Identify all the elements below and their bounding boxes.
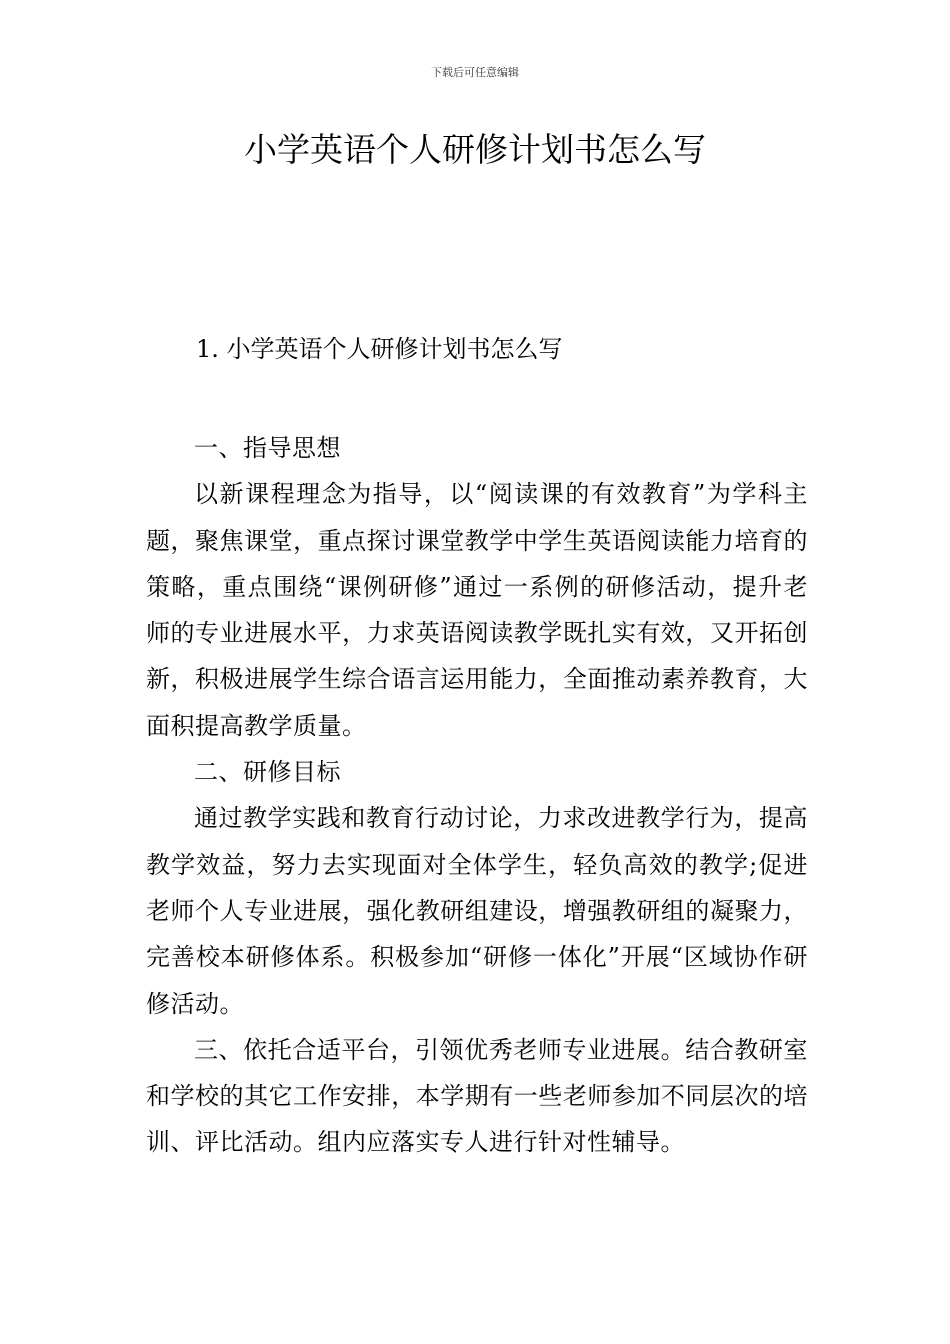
heading-guiding-ideology: 一、指导思想 [194,434,341,462]
heading-study-goals: 二、研修目标 [194,758,341,787]
section-heading: 1. 小学英语个人研修计划书怎么写 [196,335,563,363]
paragraph-study-goals: 通过教学实践和教育行动讨论，力求改进教学行为，提高教学效益，努力去实现面对全体学生，轻负高效的教学;促进老师个人专业进展，强化教研组建设，增强教研组的凝聚力，完善校本研修体系。积极参加“研修一体化”开展“区域协作研修活动。 [146,804,808,1018]
paragraph-platform: 三、依托合适平台，引领优秀老师专业进展。结合教研室和学校的其它工作安排，本学期有一些老师参加不同层次的培训、评比活动。组内应落实专人进行针对性辅导。 [146,1035,808,1157]
paragraph-guiding-ideology: 以新课程理念为指导，以“阅读课的有效教育”为学科主题，聚焦课堂，重点探讨课堂教学中学生英语阅读能力培育的策略，重点围绕“课例研修”通过一系例的研修活动，提升老师的专业进展水平，力求英语阅读教学既扎实有效，又开拓创新，积极进展学生综合语言运用能力，全面推动素养教育，大面积提高教学质量。 [146,480,808,740]
document-body [146,425,808,1166]
document-title: 小学英语个人研修计划书怎么写 [244,130,706,169]
page-header-note: 下载后可任意编辑 [431,66,519,79]
